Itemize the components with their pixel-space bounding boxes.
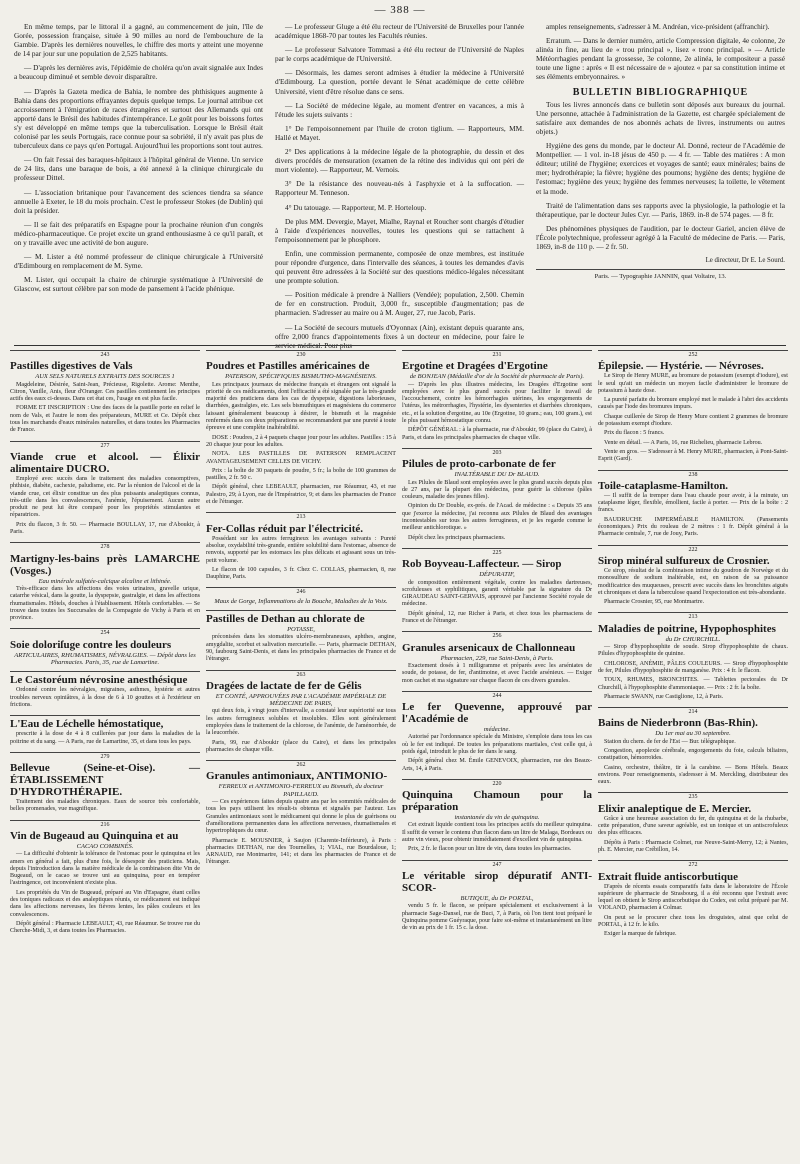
ad-text: Dépôts à Paris : Pharmacie Colmet, rue Neuve-Saint-Merry, 12; à Nantes, ph. E. Mercier, rue Crébillon, 14.	[598, 839, 788, 853]
news-paragraph: — M. Lister a été nommé professeur de clinique chirurgicale à l'Université d'Edimbourg en remplacement de M. Syme.	[14, 252, 263, 271]
news-paragraph: — Position médicale à prendre à Nalliers (Vendée); population, 2,500. Chemin de fer en construction. Produit, 3,000 fr., susceptible d'augmentation; pas de pharmacien. S'adresser au maire ou à M. Auger, 27, rue Jacob, Paris.	[275, 290, 524, 318]
ad-text: TOUX, RHUMES, BRONCHITES. — Tablettes pectorales du Dr Churchill, à l'hypophosphite d'ammoniaque. — Prix : 2 fr. la boîte.	[598, 677, 788, 691]
news-paragraph: — Il se fait des préparatifs en Espagne pour la prochaine réunion d'un congrès médico-pharmaceutique. Ce projet excite un grand enthousiasme à ce qu'il paraît, et on y travaille avec une activité de bon augure.	[14, 219, 263, 247]
advertisement	[206, 350, 396, 512]
ad-text: Chaque cuillerée de Sirop de Henry Mure contient 2 grammes de bromure de potassium exempt d'iodure.	[598, 413, 788, 428]
ad-title: Le véritable sirop dépuratif ANTI-SCOR-	[402, 869, 592, 894]
news-column-2	[275, 22, 524, 350]
ad-subtitle: CACAO COMBINÉS.	[76, 842, 134, 850]
ad-text: Dépôt général chez M. Émile GENEVOIX, pharmacien, rue des Beaux-Arts, 14, à Paris.	[402, 758, 592, 772]
advertisement	[10, 350, 200, 441]
ad-title: Viande crue et alcool. — Élixir alimentaire DUCRO.	[10, 450, 200, 475]
ad-subtitle: Maux de Gorge, Inflammations de la Bouche, Maladies de la Voix.	[214, 597, 388, 605]
ad-text: Prix du flacon : 5 francs.	[604, 430, 665, 437]
ad-text: Vente en détail. — A Paris, 16, rue Richelieu, pharmacie Lebrou.	[604, 439, 763, 446]
advertisement	[10, 671, 200, 715]
ad-number: 246	[296, 589, 306, 596]
ad-text: Les propriétés du Vin de Bugeaud, préparé au Vin d'Espagne, étant celles des toniques radicaux et des analeptiques réunis, ce médicament est indiqué dans les affections nerveuses, les fièvres lentes, les pâles couleurs et les convalescences.	[10, 889, 200, 918]
ad-number: 272	[688, 862, 698, 869]
advertisement	[402, 631, 592, 690]
ad-text: DOSE : Poudres, 2 à 4 paquets chaque jour pour les adultes. Pastilles : 15 à 20 chaque jour pour les adultes.	[206, 434, 396, 448]
news-paragraph: — La Société de médecine légale, au moment d'entrer en vacances, a mis à l'étude les sujets suivants :	[275, 100, 524, 119]
ad-title: Poudres et Pastilles américaines de	[206, 360, 370, 373]
ad-text: NOTA. LES PASTILLES DE PATERSON REMPLACENT AVANTAGEUSEMENT CELLES DE VICHY.	[206, 451, 396, 465]
ad-title: Elixir analeptique de E. Mercier.	[598, 802, 752, 815]
ad-title: Martigny-les-bains près LAMARCHE (Vosges.)	[10, 552, 200, 577]
ad-title: Pilules de proto-carbonate de fer	[402, 458, 556, 471]
ad-text: Opinion du Dr Double, ex-prés. de l'Acad. de médecine : « Depuis 35 ans que j'exerce la médecine, j'ai reconnu aux Pilules de Blaud des avantages incontestables sur tous les autres ferrugineux, et je les regarde comme le meilleur antichlorotique. »	[402, 503, 592, 532]
ad-subtitle: de BONJEAN (Médaille d'or de la Société de pharmacie de Paris).	[409, 373, 585, 381]
ad-subtitle: ET CONTÉ, APPROUVÉES PAR L'ACADÉMIE IMPÉRIALE DE MÉDECINE DE PARIS,	[215, 692, 387, 708]
news-paragraph: — Le professeur Gluge a été élu recteur de l'Université de Bruxelles pour l'année académique 1868-70 par toutes les Facultés réunies.	[275, 22, 524, 41]
ad-title: Extrait fluide antiscorbutique	[598, 870, 738, 883]
news-paragraph: En même temps, par le littoral il a gagné, au commencement de juin, l'île de Gorée, possession française, située à 90 milles au nord de l'embouchure de la Gambie. D'après les dernières nouvelles, le chiffre des morts y atteint une moyenne de 14 par jour sur une population de 2,525 habitants.	[14, 22, 263, 59]
ad-text: Casino, orchestre, théâtre, tir à la carabine. — Bons Hôtels. Beaux environs. Pour renseignements, s'adresser à M. Merckling, distributeur des eaux.	[598, 764, 788, 786]
bibliography-entry: Traité de l'alimentation dans ses rapports avec la physiologie, la pathologie et la thérapeutique, par le docteur Jules Cyr. — Paris, 1869. in-8 de 574 pages. — 8 fr.	[536, 200, 785, 219]
ad-subtitle: instantanée du vin de quinquina.	[454, 814, 540, 822]
section-divider	[14, 345, 786, 346]
news-paragraph: — La Société de secours mutuels d'Oyonnax (Ain), existant depuis quarante ans, offre 2,000 francs d'appointements fixes à un docteur en médecine, pour faire le service médical. Pour plus	[275, 322, 524, 350]
ad-text: Prix du flacon, 3 fr. 50. — Pharmacie BOULLAY, 17, rue d'Aboukir, à Paris.	[10, 521, 200, 536]
ad-text: préconisées dans les stomatites ulcéro-membraneuses, aphthes, angine, amygdalite, scorbut et salivation mercurielle. — Paris, pharmacie DETHAN, 90, faubourg Saint-Denis, et dans les principales pharmacies de France et de l'étranger.	[206, 634, 396, 663]
ad-text: Exactement dosés à 1 milligramme et préparés avec les arséniates de soude, de potasse, de fer, d'antimoine, et avec l'acide arsénieux. — Exiger mon cachet et ma signature sur chaque flacon de ces divers granules.	[402, 662, 592, 684]
ad-text: Pharmacie SWANN, rue Castiglione, 12, à Paris.	[604, 693, 724, 700]
news-section	[14, 22, 786, 350]
ad-text: vendu 5 fr. le flacon, se prépare spécialement et exclusivement à la pharmacie Sage-Dansel, rue de Buci, 7, à Paris, où l'on tient tout préparé le Quinquina pomme Guéyraque, pour faire soi-même et instantanément un litre de vin au prix de 1 fr. 15 c. la dose.	[402, 903, 592, 932]
ad-title: Granules arsenicaux de Challonneau	[402, 641, 576, 654]
ad-text: Traitement des maladies chroniques. Eaux de source très confortable, belles promenades, vue magnifique.	[10, 799, 200, 813]
ad-number: 213	[296, 514, 306, 521]
ad-text: — La difficulté d'obtenir la tolérance de l'estomac pour le quinquina et les amers en général a fait, plus d'une fois, le désespoir des praticiens. Mais, depuis l'introduction dans la matière médicale de la combinaison dite Vin de Bugeaud, on le cacao se trouve uni au quinquina, pour en tempérer l'astringence, cet inconvénient n'existe plus.	[10, 851, 200, 887]
ad-number: 231	[492, 352, 502, 358]
bulletin-title: BULLETIN BIBLIOGRAPHIQUE	[572, 86, 749, 98]
ad-subtitle: ARTICULAIRES, RHUMATISMES, NÉVRALGIES. — Dépôt dans les Pharmacies. Paris, 35, rue de Lamartine.	[14, 651, 196, 667]
ad-title: Épilepsie. — Hystérie. — Névroses.	[598, 360, 764, 373]
advertisement	[402, 779, 592, 860]
ad-column-1	[10, 350, 200, 1160]
ad-number: 252	[688, 352, 698, 358]
ad-subtitle: PATERSON, SPÉCIFIQUES BISMUTHO-MAGNÉSIENS.	[225, 373, 377, 381]
advertisement	[10, 628, 200, 671]
advertisement	[598, 470, 788, 545]
ad-text: Très-efficace dans les affections des voies urinaires, gravelle urique, catarrhe vésical, dans la goutte, la dyspepsie, gastralgie, et dans les affections rhumatismales. Hôtels, douches à l'établissement. Hôtels confortables. — Se trouve dans toutes les Succursales de la Compagnie de Vichy à Paris et en province.	[10, 585, 200, 622]
ad-text: CHLOROSE, ANÉMIE, PÂLES COULEURS. — Sirop d'hypophosphite de fer, Pilules d'hypophosphite de manganèse. Prix : 4 fr. le flacon.	[598, 660, 788, 674]
ad-text: Possédant sur les autres ferrugineux les avantages suivants : Pureté absolue, oxydabilité très-grande, entière solubilité dans l'estomac, absence de renvois, supporté par les estomacs les plus délicats et agissant sous un très-petit volume.	[206, 535, 396, 564]
ad-text: Ce sirop, résultat de la combinaison intime du goudron de Norwège et du monosulfure de sodium inaltérable, est, en raison de sa puissance modificatrice des muqueuses, prescrit avec succès dans les bronchites aiguës et chroniques et dans la tuberculose quand l'expectoration est très-abondante.	[598, 567, 788, 596]
news-paragraph: — L'association britanique pour l'avancement des sciences tiendra sa séance annuelle à Exeter, le 18 du mois prochain. C'est le professeur Stokes (de Dublin) qui doit la présider.	[14, 187, 263, 215]
ad-number: 277	[100, 442, 110, 449]
ad-subtitle: DÉPURATIF,	[479, 571, 515, 579]
news-paragraph: 3° De la résistance des nouveau-nés à l'asphyxie et à la suffocation. — Rapporteur M. Tenneson.	[275, 179, 524, 198]
ad-number: 222	[688, 546, 698, 553]
advertisement	[206, 512, 396, 587]
ad-title: Sirop minéral sulfureux de Crosnier.	[598, 554, 770, 567]
ad-text: Cet extrait liquide contient tous les principes actifs du meilleur quinquina. Il suffit de verser le contenu d'un flacon dans un litre de Malaga, Bordeaux ou autre vin vieux, pour obtenir immédiatement d'excellent vin de quinquina.	[402, 822, 593, 844]
ad-text: Le flacon de 100 capsules, 3 fr. Chez C. COLLAS, pharmacien, 8, rue Dauphine, Paris.	[206, 566, 396, 581]
bibliography-entry: Tous les livres annoncés dans ce bulletin sont déposés aux bureaux du journal. Une personne, attachée à l'administration de la Gazette, est chargée spécialement de satisfaire aux demandes de nos abonnés achats de livres, instruments ou autres objets.)	[536, 99, 785, 136]
ad-text: Employé avec succès dans le traitement des maladies consomptives, phthisie, diabète, cachexie, paludisme, etc. Par la réunion de l'alcool et de la viande crue, cet élixir constitue un des plus puissants analeptiques connus, très-utile dans les convalescences, l'anémie, l'épuisement. Aucun autre produit ne peut lui être comparé pour les propriétés stimulantes et réparatrices.	[10, 475, 200, 519]
advertisement	[402, 448, 592, 548]
advertisement	[206, 670, 396, 761]
ad-title: Ergotine et Dragées d'Ergotine	[402, 360, 548, 373]
ad-number: 279	[100, 753, 110, 760]
ad-subtitle: FERREUX et ANTIMONIO-FERREUX au Bismuth, du docteur PAPILLAUD.	[218, 783, 384, 798]
advertisement	[206, 760, 396, 873]
ad-text: prescrite à la dose de 4 à 8 cuillerées par jour dans la maladies de la poitrine et du sang. — A Paris, rue de Lamartine, 35, et dans tous les pays.	[10, 731, 200, 745]
advertisement	[10, 542, 200, 628]
news-paragraph: — D'après la Gazeta medica de Bahia, le nombre des phthisiques augmente à Bahia dans des proportions effrayantes depuis quelque temps. Le journal attribue cet accroissement à l'émigration de races étrangères et surtout des Allemands qui ont apporté dans le Brésil des habitudes d'intempérance. Le goût pour les boissons fortes s'y est développé en même temps que la tuberculisation. Lorsque le Brésil était colonisé par les seuls Portugais, race connue pour sa sobriété, il n'y avait pas plus de tuberculeux dans ce pays qu'en Portugal. Aujourd'hui les proportions sont tout autres.	[14, 86, 263, 151]
ad-text: Magdeleine, Désirée, Saint-Jean, Précieuse, Rigolette. Arome: Menthe, Citron, Vanille, Anis, fleur d'Oranger. Ces pastilles contiennent les principes actifs des eaux ci-dessus. Dans cet état ces, l'usage en est plus facile.	[10, 381, 200, 403]
advertisement	[598, 707, 788, 792]
news-column-1	[14, 22, 263, 340]
advertisement	[598, 792, 788, 860]
ad-number: 216	[100, 821, 110, 828]
bibliography-list	[536, 100, 785, 251]
ad-text: Dépôt général, 12, rue Richer à Paris, et chez tous les pharmaciens de France et de l'étranger.	[402, 610, 592, 625]
bibliography-entry: Hygiène des gens du monde, par le docteur Al. Donné, recteur de l'Académie de Montpellier. — 1 vol. in-18 jésus de 450 p. — 4 fr. — Table des matières : A mon éditeur; utilité de l'hygiène; exercices et voyages de santé; eaux minérales; bains de mer; hydrothérapie; la fièvre; hygiène des poumons; hygiène des dents; hygiène de l'estomac; hygiène des yeux; hygiène des femmes nerveuses; la toilette, le vêtement et la mode.	[536, 141, 785, 196]
ad-title: Maladies de poitrine, Hypophosphites	[598, 622, 776, 635]
advertisement	[10, 820, 200, 942]
news-paragraph: 2° Des applications à la médecine légale de la photographie, du dessin et des divers procédés de mensuration (examen de la rétine des individus qui ont péri de mort violente). — Rapporteur, M. Vernois.	[275, 147, 524, 175]
advertisements	[10, 350, 790, 1160]
news-paragraph: — Désormais, les dames seront admises à étudier la médecine à l'Université d'Edimbourg. La question, portée devant le Sénat académique de cette célèbre Université, vient d'être résolue dans ce sens.	[275, 68, 524, 96]
ad-text: — Ces expériences faites depuis quatre ans par les sommités médicales de tous les pays utilisent les résult-ts obtenus et signalés par l'auteur. Les Granules antimoniaux sont le médicament qui donne le plus de guérisons ou d'améliorations permanentes dans les affections nerveuses, rhumatismales et hypertrophiques du cœur.	[206, 799, 396, 835]
page-number: — 388 —	[374, 4, 426, 16]
advertisement	[402, 691, 592, 779]
ad-text: D'après de récents essais comparatifs faits dans le laboratoire de l'École supérieure de pharmacie de Strasbourg, il a été reconnu que l'extrait avec lequel on obtient le Sirop antiscorbutique du Codex, est celui préparé par M. VIOLAND, pharmacien à Colmar.	[598, 883, 788, 912]
imprint: Paris. — Typographie JANNIN, quai Voltaire, 13.	[536, 269, 785, 281]
ad-text: La pureté parfaite du bromure employé met le malade à l'abri des accidents causés par l'iode des bromures impurs.	[598, 397, 788, 411]
ad-text: DÉPÔT GÉNÉRAL : à la pharmacie, rue d'Aboukir, 99 (place du Caire), à Paris, et dans les principales pharmacies de chaque ville.	[402, 427, 592, 441]
ad-title: Quinquina Chamoun pour la préparation	[402, 789, 592, 814]
advertisement	[598, 612, 788, 707]
ad-number: 203	[492, 449, 502, 456]
advertisement	[206, 587, 396, 610]
ad-text: Dépôt général, chez LEBEAULT, pharmacien, rue Réaumur, 43, et rue Palestro, 29; à Lyon, rue de l'Impératrice, 9; et dans les pharmacies de France et de l'étranger.	[206, 484, 396, 506]
ad-title: Pastilles de Dethan au chlorate de	[206, 613, 365, 626]
advertisement	[402, 860, 592, 939]
ad-title: Fer-Collas réduit par l'électricité.	[206, 522, 363, 535]
ad-text: Autorisé par l'ordonnance spéciale du Ministre, s'emploie dans tous les cas où le fer est indiqué. De toutes les préparations martiales, c'est celle qui, à poids égal, introduit le plus de fer dans le sang.	[402, 734, 592, 755]
ad-title: Granules antimoniaux, ANTIMONIO-	[206, 770, 388, 783]
ad-title: Dragées de lactate de fer de Gélis	[206, 679, 362, 692]
ad-number: 256	[492, 633, 502, 640]
advertisement	[10, 441, 200, 543]
bibliography-entry: Des phénomènes physiques de l'audition, par le docteur Gariel, ancien élève de l'École polytechnique, professeur agrégé à la Faculté de médecine de Paris. — Paris, 1869, in-8 de 110 p. — 2 fr. 50.	[536, 223, 785, 251]
ad-text: de composition entièrement végétale, contre les maladies dartreuses, scrofuleuses et syphilitiques, garanti véritable par la signature du Dr GIRAUDEAU SAINT-GERVAIS, approuvé par l'ancienne Société royale de médecine.	[402, 579, 592, 608]
ad-number: 214	[688, 709, 698, 716]
news-paragraph: Erratum. — Dans le dernier numéro, article Compression digitale, 4e colonne, 2e alinéa in fine, au lieu de « trou principal », lisez « tronc principal. » — Article Météorrhagies pendant la grossesse, 3e colonne, 2e alinéa, le compositeur a passé toute une ligne : après « Il est nécessaire de » ajoutez « par sa constitution intime et ses éléments embryonnaires. »	[536, 36, 785, 82]
ad-title: Pastilles digestives de Vals	[10, 360, 133, 373]
ad-text: BAUDRUCHE IMPERMÉABLE HAMILTON. (Pansements économiques.) Prix du rouleau de 2 mètres : 1 fr. Dépôt général à la Pharmacie centrale, 7, rue de Jouy, Paris.	[598, 516, 788, 538]
news-paragraph: — On fait l'essai des baraques-hôpitaux à l'hôpital général de Vienne. Un service de 24 lits, dans une baraque de bois, a été annexé à la clinique chirurgicale du professeur Dittel.	[14, 155, 263, 183]
advertisement	[598, 350, 788, 470]
ad-text: Station du chem. de fer de l'Est — Bur. télégraphique.	[604, 738, 736, 745]
ad-text: Paris, 99, rue d'Aboukir (place du Caire), et dans les principales pharmacies de chaque ville.	[206, 739, 396, 753]
ad-text: Grâce à une heureuse association du fer, du quinquina et de la rhubarbe, cette préparation, d'une saveur agréable, est un tonique et un antiscrofuleux des plus efficaces.	[598, 815, 788, 837]
ad-number: 230	[296, 352, 306, 358]
ad-text: On peut se le procurer chez tous les droguistes, ainsi que celui de PORTAL, à 12 fr. le kilo.	[598, 914, 788, 929]
ad-text: Les Pilules de Blaud sont employées avec le plus grand succès depuis plus de 27 ans, par la plupart des médecins, pour guérir la chlorose (pâles couleurs, maladie des jeunes filles).	[402, 479, 592, 501]
ad-column-3	[402, 350, 592, 1160]
news-paragraph: amples renseignements, s'adresser à M. Andréan, vice-président (affranchir).	[546, 22, 770, 31]
ad-title: Soie doloriſuge contre les douleurs	[10, 638, 172, 651]
ad-number: 243	[100, 352, 110, 358]
news-paragraph: 1° De l'empoisonnement par l'huile de croton tiglium. — Rapporteurs, MM. Hallé et Mayet.	[275, 123, 524, 142]
ad-number: 238	[688, 471, 698, 478]
ad-title: L'Eau de Léchelle hémostatique,	[10, 718, 164, 731]
news-paragraph: — D'après les dernières avis, l'épidémie de choléra qu'on avait signalée aux Indes a beaucoup diminué et semble devoir disparaître.	[14, 63, 263, 82]
ad-text: Congestion, apoplexie cérébrale, engorgements du foie, calculs biliaires, constipation, hémorroïdes.	[598, 747, 788, 762]
ad-text: qui deux fois, à vingt jours d'intervalle, a constaté leur supériorité sur tous les autres ferrugineux solubles et insolubles. Elles sont généralement employées dans le traitement de la chlorose, de l'anémie, de l'aménorrhée, de la leucorrhée.	[206, 708, 396, 737]
ad-number: 244	[492, 692, 502, 699]
advertisement	[10, 752, 200, 820]
advertisement	[10, 715, 200, 752]
ad-text: Vente en gros. — S'adresser à M. Henry MURE, pharmacien, à Pont-Saint-Esprit (Gard).	[598, 448, 788, 463]
ad-subtitle: Pharmacien, 229, rue Saint-Denis, à Paris.	[440, 654, 554, 662]
news-paragraph: M. Lister, qui occupait la chaire de chirurgie systématique à l'Université de Glascow, est surtout célèbre par son mode de pansement à l'acide phénique.	[14, 275, 263, 294]
ad-text: FORME ET INSCRIPTION : Une des faces de la pastille porte en relief le nom de Vals, et l'autre le nom des préparateurs, MURE et Ce. Dépôt chez tous les marchands d'eaux minérales naturelles, et dans toutes les Pharmacies de France.	[10, 405, 200, 434]
ad-title: Vin de Bugeaud au Quinquina et au	[10, 829, 179, 842]
ad-number: 225	[492, 549, 502, 556]
ad-subtitle: INALTÉRABLE DU Dr BLAUD.	[454, 471, 540, 479]
ad-text: Les principaux journaux de médecine français et étrangers ont signalé la priorité de ces médicaments, dont l'efficacité a été signalée par la très-grande majorité des praticiens dans les cas de dyspepsie, digestions laborieuses, diarrhées, gastralgies, etc. Les sels bismuthiques et magnésiens du commerce laissant généralement beaucoup à désirer, le bismuth et la magnésie renfermés dans ces deux préparations se recommandent par une pureté à toute épreuve et une complète inaltérabilité.	[206, 381, 397, 432]
ad-text: Pharmacie Crosnier, 95, rue Montmartre.	[604, 599, 705, 606]
ad-title: Rob Boyveau-Laffecteur. — Sirop	[402, 558, 562, 571]
ad-subtitle: AUX SELS NATURELS EXTRAITS DES SOURCES 1	[35, 373, 175, 381]
ad-subtitle: BUTIQUE, du Dr PORTAL,	[460, 894, 534, 902]
advertisement	[598, 545, 788, 613]
ad-title: Bains de Niederbronn (Bas-Rhin).	[598, 717, 758, 730]
ad-title: Bellevue (Seine-et-Oise). — ÉTABLISSEMENT D'HYDROTHÉRAPIE.	[10, 762, 200, 799]
ad-subtitle: médecine.	[483, 726, 511, 734]
ad-subtitle: POTASSE,	[287, 626, 315, 634]
ad-text: Prix, 2 fr. le flacon pour un litre de vin, dans toutes les pharmacies.	[408, 846, 572, 853]
ad-title: Toile-cataplasme-Hamilton.	[598, 479, 729, 492]
ad-subtitle: du Dr CHURCHILL.	[665, 635, 721, 643]
ad-text: — Il suffit de la tremper dans l'eau chaude pour avoir, à la minute, un cataplasme léger, flexible, émollient, facile à porter. — Prix de la boîte : 2 francs.	[598, 492, 788, 514]
news-column-3	[536, 22, 785, 340]
column-3-intro	[536, 22, 785, 82]
ad-number: 278	[100, 544, 110, 551]
advertisement	[402, 548, 592, 631]
news-paragraph: — Le professeur Salvatore Tommasi a été élu recteur de l'Université de Naples par le corps académique de l'Université.	[275, 45, 524, 64]
advertisement	[598, 860, 788, 944]
advertisement	[206, 610, 396, 669]
ad-text: Dépôt chez les principaux pharmaciens.	[408, 534, 506, 541]
ad-number: 254	[100, 630, 110, 637]
ad-number: 263	[296, 671, 306, 678]
news-paragraph: Enfin, une commission permanente, composée de onze membres, est instituée pour répondre d'urgence, dans l'intervalle des séances, à toutes les demandes d'avis qui peuvent être adressées à la Société sur des questions médico-légales nécessitant une prompte solution.	[275, 248, 524, 286]
ad-text: Prix : la boîte de 30 paquets de poudre, 5 fr.; la boîte de 100 grammes de pastilles, 2 fr. 50 c.	[206, 467, 396, 482]
ad-column-4	[598, 350, 788, 1160]
news-paragraph: De plus MM. Devergie, Mayet, Mialhe, Raynal et Roucher sont chargés d'étudier à l'aide d'expériences nouvelles, toutes les questions qui se rattachent à l'empoisonnement par le phosphore.	[275, 216, 524, 244]
ad-subtitle: Du 1er mai au 30 septembre.	[655, 730, 731, 738]
ad-number: 235	[688, 794, 698, 801]
ad-text: — D'après les plus illustres médecins, les Dragées d'Ergotine sont employées avec le plus grand succès pour faciliter le travail de l'accouchement, contre les hémorrhagies utérines, les engorgements de l'utérus, les métrorrhagies, l'hystérie, les dysenteries et diarrhées chroniques, etc., et la solution d'ergotine, au 10e (Ergotine, 10 gram.; eau, 100 gram.), est le plus puissant hémostatique connu.	[402, 381, 592, 425]
ad-text: — Sirop d'hypophosphite de soude. Sirop d'hypophosphite de chaux. Pilules d'hypophosphite de quinine.	[598, 644, 788, 658]
ad-title: Le Castoréum névrosine anesthésique	[10, 674, 188, 687]
ad-number: 213	[688, 614, 698, 621]
ad-column-2	[206, 350, 396, 1160]
ad-text: Exiger la marque de fabrique.	[604, 931, 677, 938]
ad-number: 262	[296, 762, 306, 769]
news-paragraph: 4° Du tatouage. — Rapporteur, M. P. Horteloup.	[285, 202, 427, 212]
ad-number: 220	[492, 780, 502, 787]
ad-title: Le fer Quevenne, approuvé par l'Académie de	[402, 701, 592, 726]
ad-text: Le Sirop de Henry MURE, au bromure de potassium (exempt d'iodure), est le seul qu'ait un médecin un moyen facile d'administrer le bromure de potassium à haute dose.	[598, 373, 788, 394]
ad-subtitle: Eau minérale sulfatée-calcique alcaline et lithinée.	[38, 577, 172, 585]
director-signature: Le directeur, Dr E. Le Sourd.	[705, 257, 785, 265]
ad-text: Dépôt général : Pharmacie LEBEAULT, 43, rue Réaumur. Se trouve rue du Cherche-Midi, 3, et dans toutes les Pharmacies.	[10, 920, 200, 935]
ad-text: Ordonné contre les névralgies, migraines, asthmes, hystérie et autres troubles nerveux opiniâtres, à la dose de 6 à 10 gouttes et à l'extérieur en frictions.	[10, 687, 200, 708]
ad-number: 247	[492, 861, 502, 868]
advertisement	[402, 350, 592, 448]
ad-text: Pharmacie E. MOUSNIER, à Saujon (Charente-Inférieure), à Paris : pharmacies DETHAN, rue des Tournelles, 1; VIAL, rue Bourdaloue, 1; ARNAUD, rue Montmartre, 141; et dans les pharmacies de France et de l'étranger.	[206, 837, 396, 866]
